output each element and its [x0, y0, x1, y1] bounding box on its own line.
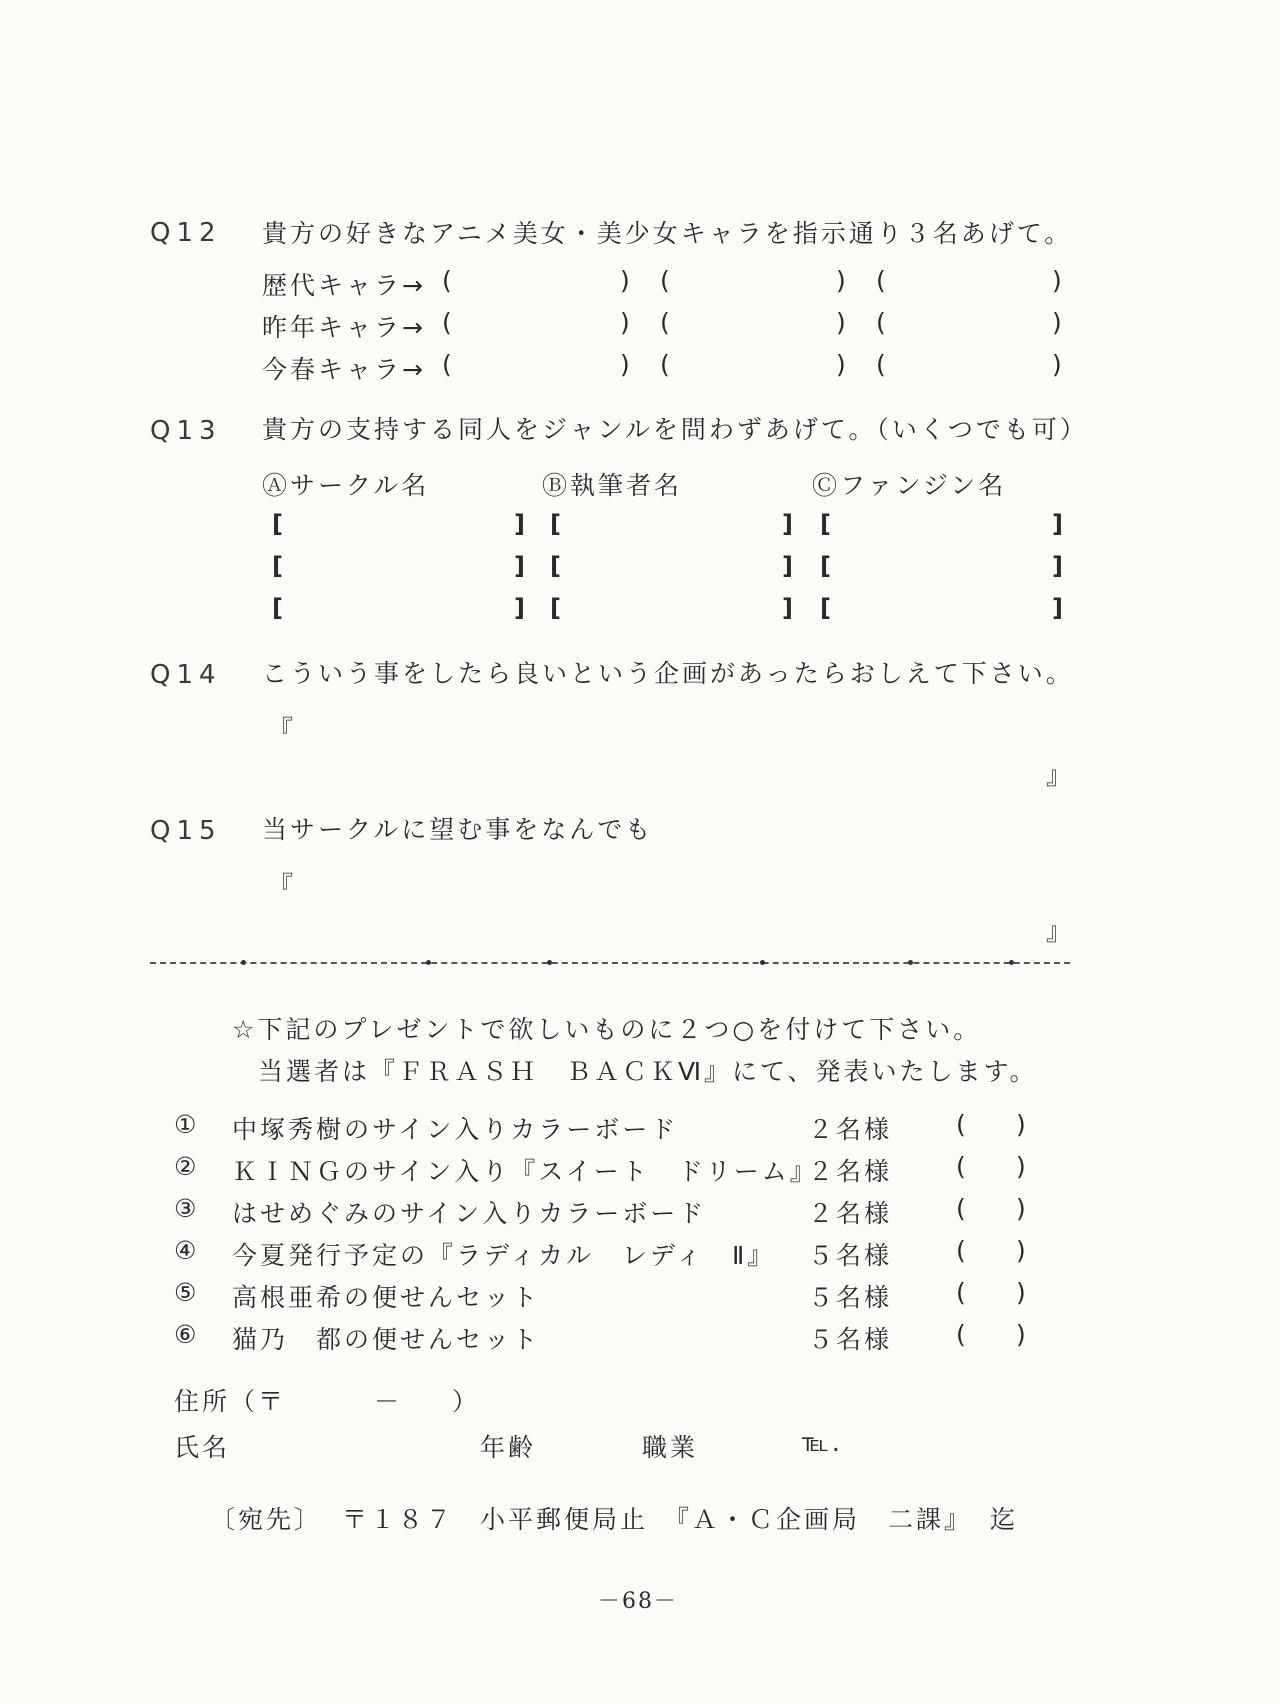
choice-box-open[interactable]: (	[956, 1320, 966, 1349]
blank-open[interactable]: [	[550, 510, 561, 538]
present-count: ２名様	[808, 1199, 893, 1228]
q12-question: 貴方の好きなアニメ美女・美少女キャラを指示通り３名あげて。	[262, 219, 1073, 248]
blank-close: )	[1052, 308, 1062, 337]
age-label: 年齢	[480, 1433, 537, 1462]
present-count: ５名様	[808, 1241, 893, 1270]
blank-open[interactable]: (	[660, 308, 670, 337]
blank-close: ]	[514, 594, 525, 622]
blank-close: ]	[514, 510, 525, 538]
blank-open[interactable]: [	[820, 594, 831, 622]
q14-label: Q14	[150, 660, 222, 690]
destination-office: 小平郵便局止	[480, 1505, 649, 1534]
blank-close: ]	[1052, 594, 1063, 622]
destination-org: 『Ａ・Ｃ企画局 二課』	[664, 1505, 973, 1534]
cut-line-dot	[760, 960, 765, 965]
q15-label: Q15	[150, 816, 222, 846]
present-count: ２名様	[808, 1115, 893, 1144]
present-number: ①	[174, 1110, 197, 1139]
q14-question: こういう事をしたら良いという企画があったらおしえて下さい。	[262, 659, 1074, 688]
blank-open[interactable]: [	[550, 552, 561, 580]
present-name: はせめぐみのサイン入りカラーボード	[232, 1199, 707, 1228]
blank-close: ]	[782, 594, 793, 622]
q13-question: 貴方の支持する同人をジャンルを問わずあげて。（いくつでも可）	[262, 415, 1088, 444]
address-dash: －	[374, 1387, 403, 1416]
cut-line-dot	[241, 960, 246, 965]
cut-line-dot	[1009, 960, 1014, 965]
cut-line-dot	[908, 960, 913, 965]
destination-zip: 〒１８７	[342, 1505, 455, 1534]
blank-open[interactable]: [	[272, 552, 283, 580]
present-number: ②	[174, 1152, 197, 1181]
q12-row-label-3: 今春キャラ→	[262, 355, 426, 384]
blank-close: ]	[782, 510, 793, 538]
blank-close: )	[620, 350, 630, 379]
q13-column-circle: Ⓐサークル名	[262, 471, 430, 500]
cut-line	[150, 962, 1070, 964]
blank-close: ]	[782, 552, 793, 580]
q13-column-writer: Ⓑ執筆者名	[542, 471, 683, 500]
blank-close: )	[1052, 350, 1062, 379]
postal-code-field[interactable]	[400, 1382, 448, 1412]
cut-line-dot	[547, 960, 552, 965]
blank-open[interactable]: [	[550, 594, 561, 622]
choice-box-open[interactable]: (	[956, 1110, 966, 1139]
q13-label: Q13	[150, 416, 222, 446]
blank-close: )	[836, 308, 846, 337]
cut-line-dot	[426, 960, 431, 965]
address-close: ）	[452, 1387, 481, 1416]
present-instruction: ☆下記のプレゼントで欲しいものに２つ○を付けて下さい。	[232, 1015, 982, 1044]
q14-answer-open[interactable]: 『	[268, 715, 297, 744]
present-number: ④	[174, 1236, 197, 1265]
blank-close: )	[836, 266, 846, 295]
destination-label: 〔宛先〕	[210, 1505, 323, 1534]
blank-open[interactable]: (	[876, 350, 886, 379]
blank-open[interactable]: (	[442, 266, 452, 295]
blank-open[interactable]: (	[876, 308, 886, 337]
q15-question: 当サークルに望む事をなんでも	[262, 815, 654, 844]
blank-close: )	[836, 350, 846, 379]
blank-open[interactable]: [	[272, 510, 283, 538]
choice-box-close: )	[1016, 1110, 1026, 1139]
q12-row-label-1: 歴代キャラ→	[262, 271, 426, 300]
job-label: 職業	[642, 1433, 699, 1462]
present-name: 猫乃 都の便せんセット	[232, 1325, 541, 1354]
blank-close: ]	[1052, 552, 1063, 580]
q14-answer-close: 』	[1046, 761, 1075, 790]
blank-open[interactable]: [	[272, 594, 283, 622]
present-announcement: 当選者は『ＦＲＡＳＨ ＢＡＣＫⅥ』にて、発表いたします。	[258, 1057, 1038, 1086]
present-count: ５名様	[808, 1283, 893, 1312]
present-name: 今夏発行予定の『ラディカル レディ Ⅱ』	[232, 1241, 776, 1270]
present-name: 中塚秀樹のサイン入りカラーボード	[232, 1115, 679, 1144]
choice-box-open[interactable]: (	[956, 1194, 966, 1223]
present-number: ⑥	[174, 1320, 197, 1349]
blank-close: ]	[514, 552, 525, 580]
choice-box-close: )	[1016, 1194, 1026, 1223]
postal-code-field[interactable]	[300, 1382, 370, 1412]
blank-close: )	[620, 266, 630, 295]
blank-open[interactable]: [	[820, 510, 831, 538]
choice-box-close: )	[1016, 1320, 1026, 1349]
blank-close: )	[1052, 266, 1062, 295]
blank-open[interactable]: (	[660, 350, 670, 379]
blank-open[interactable]: [	[820, 552, 831, 580]
tel-label: ℡.	[802, 1428, 843, 1457]
blank-close: )	[620, 308, 630, 337]
present-count: ２名様	[808, 1157, 893, 1186]
page-number: －68－	[598, 1589, 678, 1614]
choice-box-close: )	[1016, 1152, 1026, 1181]
blank-open[interactable]: (	[660, 266, 670, 295]
blank-open[interactable]: (	[442, 308, 452, 337]
present-name: ＫＩＮＧのサイン入り『スイート ドリーム』	[232, 1157, 818, 1186]
q12-row-label-2: 昨年キャラ→	[262, 313, 426, 342]
choice-box-open[interactable]: (	[956, 1278, 966, 1307]
name-label: 氏名	[174, 1433, 231, 1462]
q15-answer-close: 』	[1046, 917, 1075, 946]
blank-open[interactable]: (	[442, 350, 452, 379]
q15-answer-open[interactable]: 『	[268, 871, 297, 900]
blank-open[interactable]: (	[876, 266, 886, 295]
q13-column-fanzine: Ⓒファンジン名	[812, 471, 1007, 500]
choice-box-open[interactable]: (	[956, 1152, 966, 1181]
blank-close: ]	[1052, 510, 1063, 538]
present-count: ５名様	[808, 1325, 893, 1354]
choice-box-close: )	[1016, 1278, 1026, 1307]
present-number: ③	[174, 1194, 197, 1223]
q12-label: Q12	[150, 218, 222, 248]
present-number: ⑤	[174, 1278, 197, 1307]
present-name: 高根亜希の便せんセット	[232, 1283, 541, 1312]
choice-box-close: )	[1016, 1236, 1026, 1265]
address-label: 住所（〒	[174, 1387, 287, 1416]
choice-box-open[interactable]: (	[956, 1236, 966, 1265]
destination-suffix: 迄	[990, 1505, 1019, 1534]
